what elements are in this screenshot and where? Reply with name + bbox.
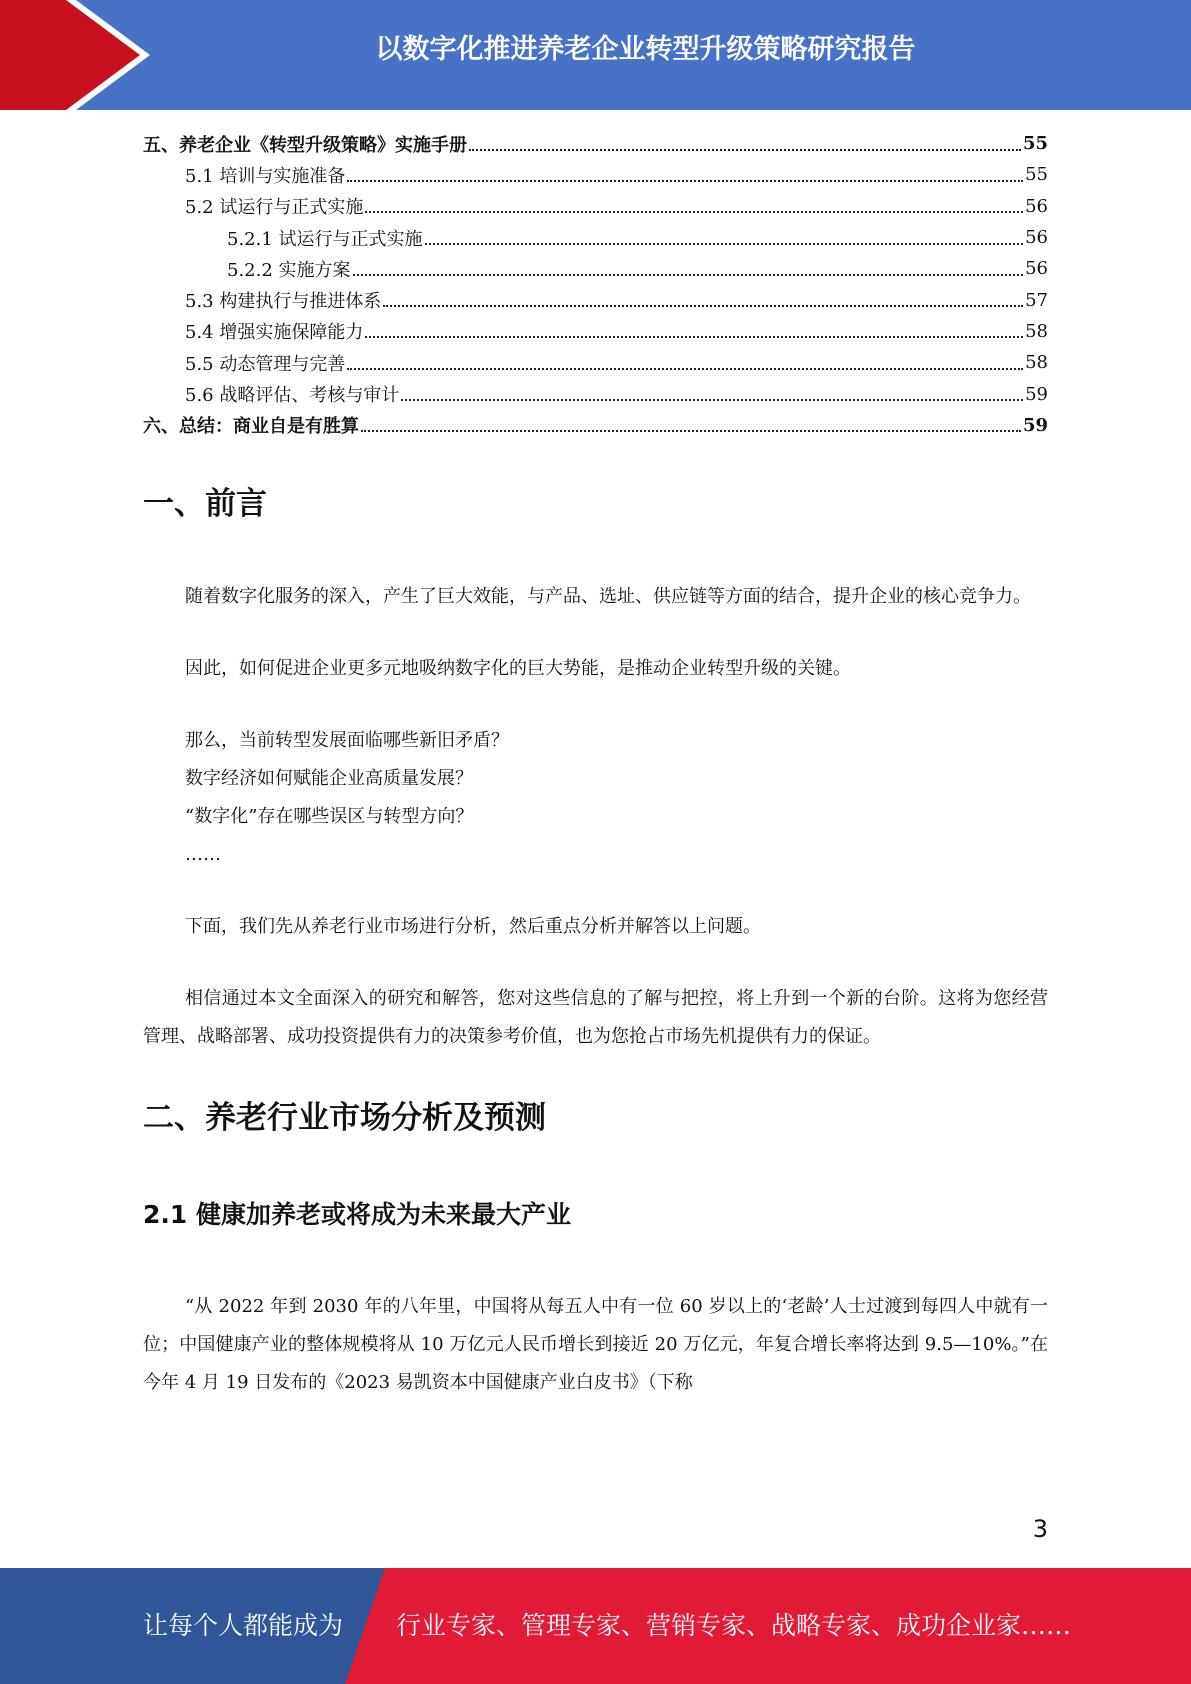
paragraph: 因此，如何促进企业更多元地吸纳数字化的巨大势能，是推动企业转型升级的关键。 [185, 658, 851, 679]
toc-entry-page: 57 [1025, 289, 1048, 311]
main-content [143, 470, 1048, 1402]
toc-entry-label: 5.3 构建执行与推进体系 [185, 291, 382, 313]
paragraph: 随着数字化服务的深入，产生了巨大效能，与产品、选址、供应链等方面的结合，提升企业的核心竞争力。 [185, 586, 1031, 607]
footer-slogan-right: 行业专家、管理专家、营销专家、战略专家、成功企业家…… [396, 1611, 1072, 1640]
toc-entry-label: 5.6 战略评估、考核与审计 [185, 385, 400, 407]
subsection-heading: 2.1 健康加养老或将成为未来最大产业 [143, 1200, 571, 1229]
toc-entry-label: 5.2.2 实施方案 [227, 259, 351, 281]
toc-entry-label: 5.2.1 试运行与正式实施 [227, 228, 423, 250]
toc-leader-dots [469, 149, 1021, 151]
question-line: 数字经济如何赋能企业高质量发展？ [185, 768, 473, 789]
toc-leader-dots [365, 211, 1023, 213]
footer-slogan-left: 让每个人都能成为 [143, 1611, 344, 1640]
toc-entry[interactable] [143, 128, 1048, 159]
toc-entry-label: 五、养老企业《转型升级策略》实施手册 [143, 134, 467, 156]
paragraph: “从 2022 年到 2030 年的八年里，中国将从每五人中有一位 60 岁以上的‘老龄’人士过渡到每四人中就有一位；中国健康产业的整体规模将从 10 万亿元人民币增长到接近 20 万亿元，年复合增长率将达到 9.5—10%。”在今年 4 月 19 日发布的《2023 易凯资本中国健康产业白皮书》（下称 [143, 1296, 1048, 1393]
page-number: 3 [1032, 1515, 1048, 1543]
page-header [0, 0, 1191, 110]
toc-entry-label: 5.2 试运行与正式实施 [185, 197, 364, 219]
toc-entry-page: 55 [1022, 133, 1048, 155]
toc-entry-page: 59 [1025, 383, 1048, 405]
header-title: 以数字化推进养老企业转型升级策略研究报告 [375, 34, 916, 65]
paragraph: 相信通过本文全面深入的研究和解答，您对这些信息的了解与把控，将上升到一个新的台阶。这将为您经营管理、战略部署、成功投资提供有力的决策参考价值，也为您抢占市场先机提供有力的保证。 [143, 988, 1048, 1047]
toc-entry[interactable] [143, 191, 1048, 222]
toc-entry[interactable] [143, 253, 1048, 284]
toc-entry-page: 59 [1022, 414, 1048, 436]
table-of-contents [143, 128, 1048, 441]
toc-entry-page: 58 [1025, 320, 1048, 342]
toc-leader-dots [353, 274, 1024, 276]
toc-entry-page: 55 [1025, 164, 1048, 186]
toc-entry-page: 56 [1025, 258, 1048, 280]
toc-entry-page: 58 [1025, 352, 1048, 374]
toc-entry-label: 5.1 培训与实施准备 [185, 165, 346, 187]
toc-leader-dots [361, 430, 1021, 432]
toc-entry[interactable] [143, 347, 1048, 378]
toc-leader-dots [347, 368, 1023, 370]
toc-entry-page: 56 [1025, 227, 1048, 249]
toc-entry[interactable] [143, 222, 1048, 253]
toc-entry[interactable] [143, 378, 1048, 409]
page-footer [0, 1568, 1191, 1684]
toc-leader-dots [425, 243, 1024, 245]
section-heading-preface: 一、前言 [143, 486, 267, 522]
toc-leader-dots [401, 399, 1023, 401]
toc-entry[interactable] [143, 159, 1048, 190]
toc-entry-label: 5.5 动态管理与完善 [185, 353, 346, 375]
toc-entry-label: 5.4 增强实施保障能力 [185, 322, 364, 344]
toc-entry[interactable] [143, 410, 1048, 441]
toc-leader-dots [347, 180, 1023, 182]
paragraph: 下面，我们先从养老行业市场进行分析，然后重点分析并解答以上问题。 [185, 916, 761, 937]
ellipsis-line: …… [185, 844, 221, 865]
question-line: 那么，当前转型发展面临哪些新旧矛盾？ [185, 730, 509, 751]
section-heading-market: 二、养老行业市场分析及预测 [143, 1100, 546, 1136]
toc-leader-dots [365, 336, 1023, 338]
toc-leader-dots [383, 305, 1023, 307]
toc-entry[interactable] [143, 316, 1048, 347]
question-line: “数字化”存在哪些误区与转型方向？ [185, 806, 474, 827]
toc-entry-page: 56 [1025, 195, 1048, 217]
toc-entry[interactable] [143, 284, 1048, 315]
header-chevron [0, 0, 140, 110]
toc-entry-label: 六、总结：商业自是有胜算 [143, 416, 359, 438]
